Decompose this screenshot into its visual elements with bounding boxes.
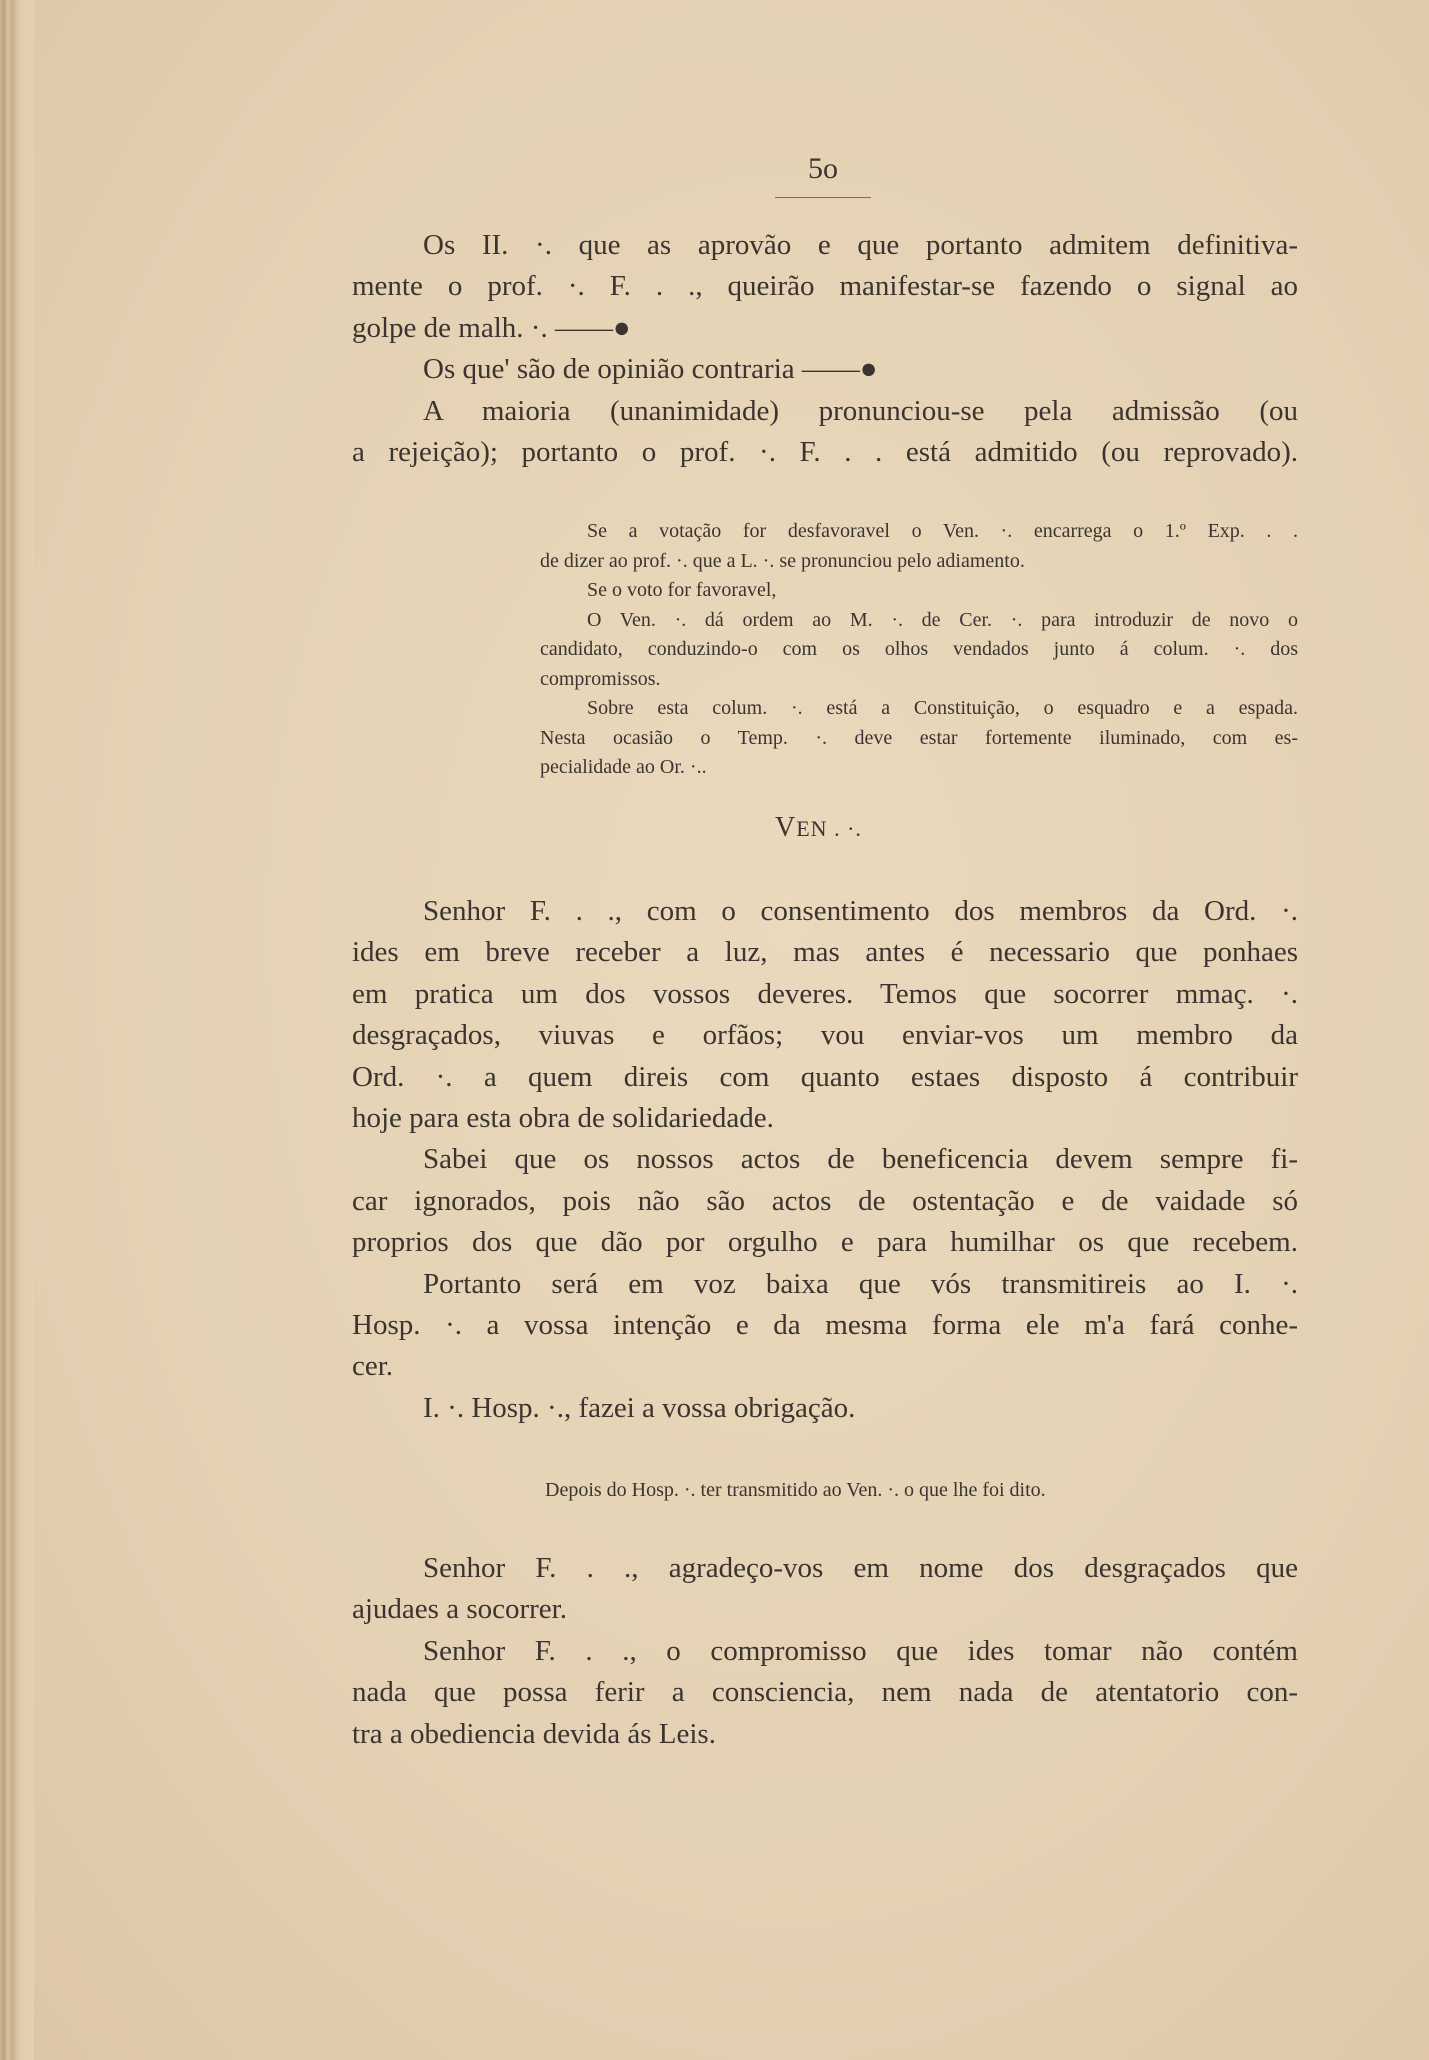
text-line: tra a obediencia devida ás Leis.: [352, 1717, 716, 1750]
text-line: I. ·. Hosp. ·., fazei a vossa obrigação.: [423, 1391, 856, 1424]
text-line: O Ven. ·. dá ordem ao M. ·. de Cer. ·. para introduzir de novo o: [587, 608, 1298, 631]
text-line: pecialidade ao Or. ·..: [540, 756, 707, 778]
text-line: Portanto será em voz baixa que vós transmitireis ao I. ·.: [423, 1267, 1298, 1300]
text-line: A maioria (unanimidade) pronunciou-se pela admissão (ou: [423, 394, 1298, 427]
stage-direction-note: Depois do Hosp. ·. ter transmitido ao Ven. ·. o que lhe foi dito.: [545, 1479, 1046, 1501]
text-line: compromissos.: [540, 667, 661, 690]
text-line: Sobre esta colum. ·. está a Constituição, o esquadro e a espada.: [587, 697, 1298, 719]
text-line: Os que' são de opinião contraria ——●: [423, 353, 878, 386]
text-line: Sabei que os nossos actos de beneficencia devem sempre fi-: [423, 1143, 1298, 1176]
text-line: proprios dos que dão por orgulho e para humilhar os que recebem.: [352, 1226, 1298, 1259]
speaker-initial: V: [775, 812, 797, 843]
text-line: hoje para esta obra de solidariedade.: [352, 1101, 774, 1134]
text-line: golpe de malh. ·. ——●: [352, 311, 631, 344]
page-number-rule: [775, 197, 871, 198]
section-vote-announcement: [352, 225, 1298, 473]
page-number: 5o: [808, 152, 838, 185]
text-line: ides em breve receber a luz, mas antes é necessario que ponhaes: [352, 936, 1298, 969]
section-closing-speech: [352, 1548, 1298, 1755]
section-venerable-speech: [352, 891, 1298, 1429]
text-line: Ord. ·. a quem direis com quanto estaes disposto á contribuir: [352, 1060, 1298, 1093]
text-line: Senhor F. . ., o compromisso que ides tomar não contém: [423, 1634, 1298, 1667]
speaker-heading: [775, 812, 862, 844]
text-line: Se o voto for favoravel,: [587, 579, 777, 601]
text-line: Os II. ·. que as aprovão e que portanto admitem definitiva-: [423, 229, 1298, 261]
text-line: Se a votação for desfavoravel o Ven. ·. encarrega o 1.º Exp. . .: [587, 520, 1298, 542]
text-line: em pratica um dos vossos deveres. Temos que socorrer mmaç. ·.: [352, 977, 1298, 1010]
text-line: de dizer ao prof. ·. que a L. ·. se pronunciou pelo adiamento.: [540, 549, 1025, 572]
speaker-rest: EN: [796, 816, 828, 841]
book-binding-edge: [0, 0, 34, 2060]
section-ritual-instructions: [540, 517, 1298, 783]
speaker-dots: . ·.: [827, 816, 862, 841]
text-line: desgraçados, viuvas e orfãos; vou enviar-vos um membro da: [352, 1019, 1298, 1052]
text-line: Hosp. ·. a vossa intenção e da mesma forma ele m'a fará conhe-: [352, 1308, 1298, 1341]
text-line: car ignorados, pois não são actos de ostentação e de vaidade só: [352, 1184, 1298, 1217]
text-line: nada que possa ferir a consciencia, nem nada de atentatorio con-: [352, 1676, 1298, 1709]
text-line: candidato, conduzindo-o com os olhos vendados junto á colum. ·. dos: [540, 638, 1298, 660]
text-line: Senhor F. . ., com o consentimento dos membros da Ord. ·.: [423, 895, 1298, 927]
text-line: a rejeição); portanto o prof. ·. F. . . está admitido (ou reprovado).: [352, 435, 1298, 468]
text-line: ajudaes a socorrer.: [352, 1593, 567, 1626]
text-line: Nesta ocasião o Temp. ·. deve estar fortemente iluminado, com es-: [540, 726, 1298, 749]
text-line: cer.: [352, 1350, 394, 1383]
text-line: Senhor F. . ., agradeço-vos em nome dos desgraçados que: [423, 1552, 1298, 1584]
text-line: mente o prof. ·. F. . ., queirão manifestar-se fazendo o signal ao: [352, 270, 1298, 303]
